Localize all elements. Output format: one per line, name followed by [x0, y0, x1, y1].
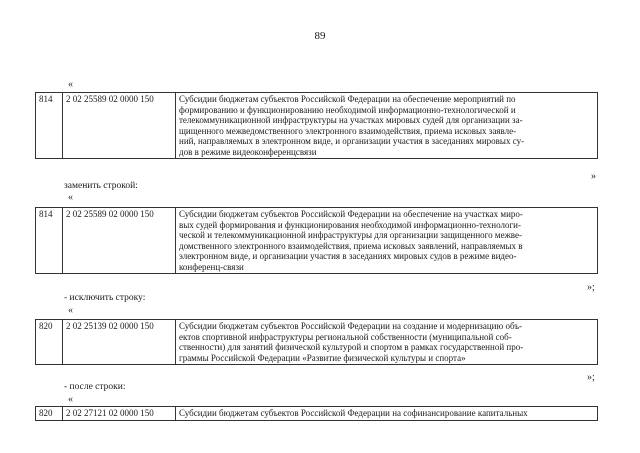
row-kbk: 2 02 25589 02 0000 150 [63, 93, 176, 159]
instruction-exclude: - исключить строку: [64, 293, 146, 303]
open-quote: « [68, 192, 73, 203]
open-quote: « [68, 305, 73, 316]
instruction-after: - после строки: [64, 382, 126, 392]
row-description: Субсидии бюджетам субъектов Российской Федерации на обеспечение мероприятий по формированию и функционированию необходимой информационно-технологической и телекоммуникационной инфраструктуры на участках мировых судей для организации за- щищенного межведомственного электронного взаимодействия, приема исковых заявле- ний, направляемых в электронном виде, и организации участия в заседаниях мировых су- дов в режиме видеоконференцсвязи [176, 93, 598, 159]
row-description: Субсидии бюджетам субъектов Российской Федерации на создание и модернизацию объ- ектов спортивной инфраструктуры региональной собственности (муниципальной соб- ственности) для занятий физической культурой и спортом в рамках государственной про- граммы Российской Федерации «Развитие физической культуры и спорта» [176, 320, 598, 365]
table-row-2 [35, 207, 598, 274]
row-code: 820 [36, 320, 63, 365]
page-number: 89 [314, 30, 326, 42]
row-code: 820 [36, 407, 63, 421]
close-quote: »; [587, 282, 595, 293]
row-description: Субсидии бюджетам субъектов Российской Федерации на обеспечение на участках миро- вых судей формирования и функционирования необходимой информационно-технологи- ческой и телекоммуникационной инфраструктуры для организации защищенного межве- домственного электронного взаимодействия, приема исковых заявлений, направляемых в электронном виде, и организации участия в заседаниях мировых судов в режиме видео- конференц-связи [176, 208, 598, 274]
table-row-1 [35, 92, 598, 159]
row-kbk: 2 02 27121 02 0000 150 [63, 407, 176, 421]
close-quote: » [591, 171, 596, 182]
open-quote: « [68, 394, 73, 405]
row-kbk: 2 02 25139 02 0000 150 [63, 320, 176, 365]
row-kbk: 2 02 25589 02 0000 150 [63, 208, 176, 274]
open-quote: « [68, 79, 73, 90]
close-quote: »; [587, 372, 595, 383]
table-row-4 [35, 406, 598, 421]
table-row-3 [35, 319, 598, 365]
row-code: 814 [36, 93, 63, 159]
row-code: 814 [36, 208, 63, 274]
instruction-replace: заменить строкой: [64, 181, 138, 191]
row-description: Субсидии бюджетам субъектов Российской Федерации на софинансирование капитальных [176, 407, 598, 421]
